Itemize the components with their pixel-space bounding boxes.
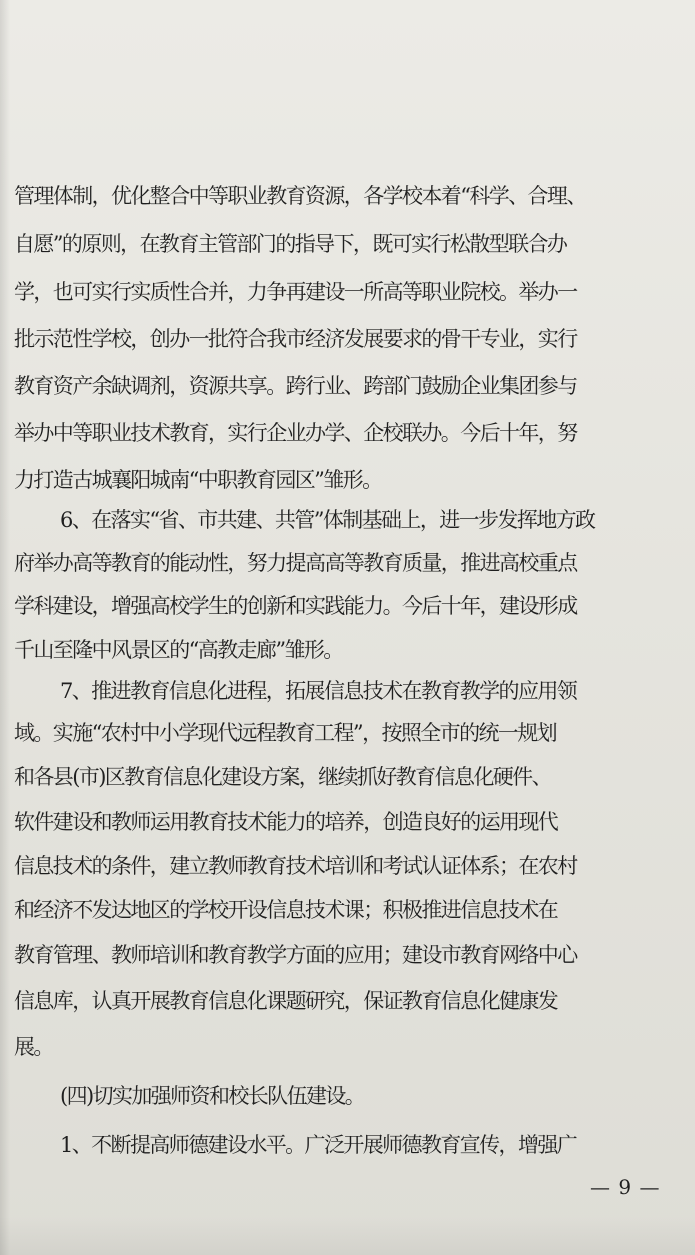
text-line-7: 力打造古城襄阳城南“中职教育园区”雏形。: [14, 468, 382, 492]
page-number: — 9 —: [590, 1175, 661, 1199]
text-line-6: 举办中等职业技术教育，实行企业办学、企校联办。今后十年，努: [14, 421, 577, 445]
text-line-16: 信息技术的条件，建立教师教育技术培训和考试认证体系；在农村: [14, 854, 577, 878]
text-line-22: 1、不断提高师德建设水平。广泛开展师德教育宣传，增强广: [60, 1133, 577, 1157]
text-line-10: 学科建设，增强高校学生的创新和实践能力。今后十年，建设形成: [14, 594, 577, 618]
text-line-17: 和经济不发达地区的学校开设信息技术课；积极推进信息技术在: [14, 898, 558, 922]
text-line-2: 自愿”的原则，在教育主管部门的指导下，既可实行松散型联合办: [14, 232, 567, 256]
text-line-12: 7、推进教育信息化进程，拓展信息技术在教育教学的应用领: [60, 679, 577, 703]
text-line-13: 域。实施“农村中小学现代远程教育工程”，按照全市的统一规划: [14, 721, 557, 745]
text-line-3: 学，也可实行实质性合并，力争再建设一所高等职业院校。举办一: [14, 280, 577, 304]
text-line-4: 批示范性学校，创办一批符合我市经济发展要求的骨干专业，实行: [14, 327, 577, 351]
section-heading: (四)切实加强师资和校长队伍建设。: [60, 1084, 365, 1108]
text-line-1: 管理体制，优化整合中等职业教育资源，各学校本着“科学、合理、: [14, 184, 586, 208]
page-edge-shadow: [0, 0, 10, 1255]
text-line-15: 软件建设和教师运用教育技术能力的培养，创造良好的运用现代: [14, 810, 558, 834]
text-line-11: 千山至隆中风景区的“高教走廊”雏形。: [14, 638, 343, 662]
page-bottom-fold: [0, 1216, 695, 1255]
text-line-18: 教育管理、教师培训和教育教学方面的应用；建设市教育网络中心: [14, 943, 577, 967]
text-line-9: 府举办高等教育的能动性，努力提高高等教育质量，推进高校重点: [14, 551, 577, 575]
text-line-19: 信息库，认真开展教育信息化课题研究，保证教育信息化健康发: [14, 989, 558, 1013]
text-line-14: 和各县(市)区教育信息化建设方案，继续抓好教育信息化硬件、: [14, 765, 551, 789]
text-line-8: 6、在落实“省、市共建、共管”体制基础上，进一步发挥地方政: [60, 508, 595, 532]
text-line-5: 教育资产余缺调剂，资源共享。跨行业、跨部门鼓励企业集团参与: [14, 374, 577, 398]
text-line-20: 展。: [14, 1035, 53, 1059]
